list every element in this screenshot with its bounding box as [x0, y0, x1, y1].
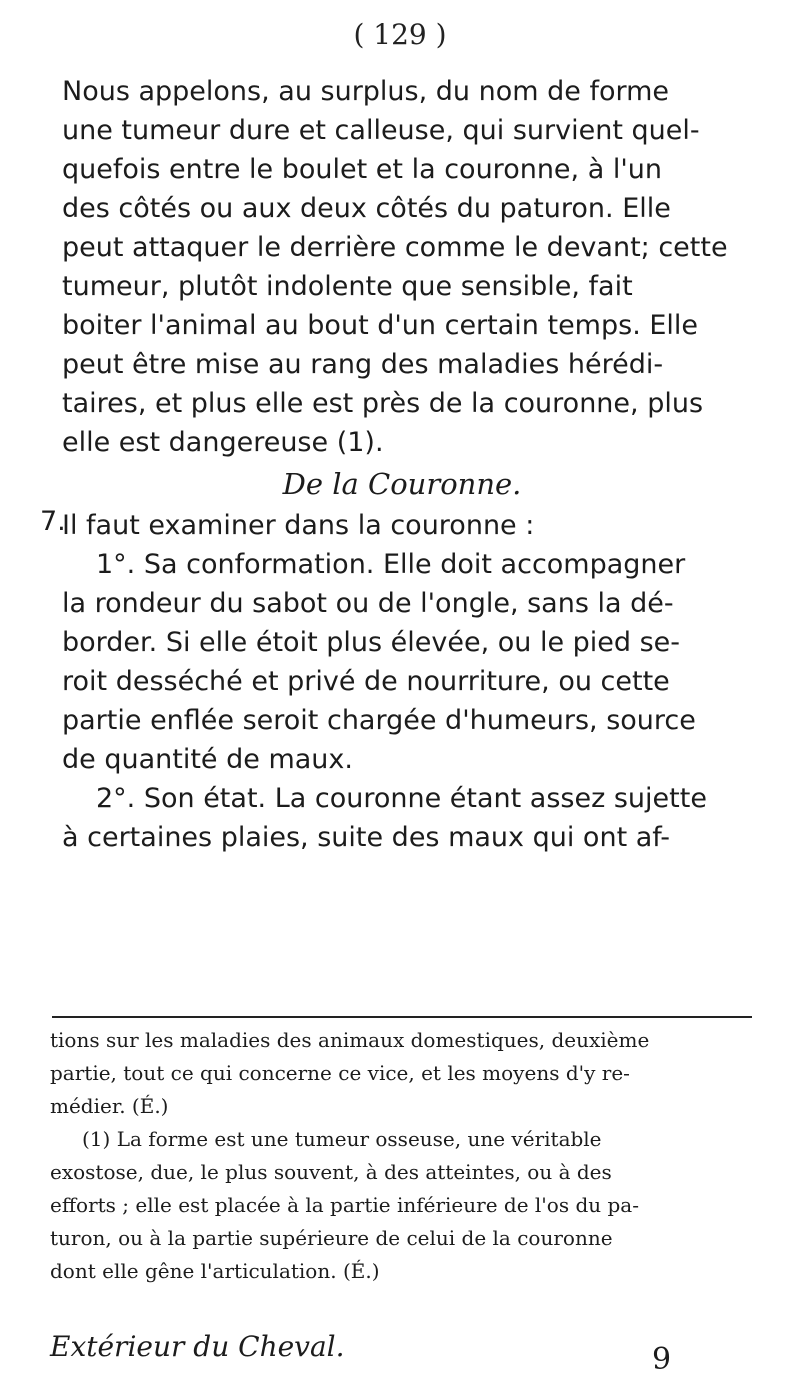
- text-line: la rondeur du sabot ou de l'ongle, sans la dé-: [62, 588, 674, 619]
- section-block: [40, 506, 742, 545]
- page-number: ( 129 ): [353, 18, 447, 51]
- footnote-line: (1) La forme est une tumeur osseuse, une véritable: [82, 1127, 602, 1151]
- text-line: elle est dangereuse (1).: [62, 427, 384, 458]
- section-number: 7.: [40, 506, 66, 537]
- text-line: de quantité de maux.: [62, 744, 353, 775]
- text-line: peut être mise au rang des maladies hérédi-: [62, 349, 664, 380]
- text-line: 1°. Sa conformation. Elle doit accompagner: [96, 549, 686, 580]
- main-text: [40, 72, 742, 857]
- footnote-line: turon, ou à la partie supérieure de celui de la couronne: [50, 1226, 613, 1250]
- footnote-line: exostose, due, le plus souvent, à des atteintes, ou à des: [50, 1160, 612, 1184]
- text-line: tumeur, plutôt indolente que sensible, fait: [62, 271, 633, 302]
- text-line: quefois entre le boulet et la couronne, à l'un: [62, 154, 662, 185]
- footnote-line: partie, tout ce qui concerne ce vice, et les moyens d'y re-: [50, 1061, 630, 1085]
- text-line: 2°. Son état. La couronne étant assez sujette: [96, 783, 707, 814]
- text-line: boiter l'animal au bout d'un certain temps. Elle: [62, 310, 699, 341]
- text-line: taires, et plus elle est près de la couronne, plus: [62, 388, 704, 419]
- footnote-divider: [52, 1016, 752, 1018]
- text-line: partie enflée seroit chargée d'humeurs, source: [62, 705, 696, 736]
- text-line: roit desséché et privé de nourriture, ou cette: [62, 666, 670, 697]
- text-line: border. Si elle étoit plus élevée, ou le pied se-: [62, 627, 681, 658]
- signature-mark: Extérieur du Cheval.: [50, 1330, 345, 1363]
- text-line: Il faut examiner dans la couronne :: [62, 510, 535, 541]
- signature-number: 9: [652, 1342, 672, 1377]
- text-line: des côtés ou aux deux côtés du paturon. Elle: [62, 193, 671, 224]
- section-heading: De la Couronne.: [282, 467, 522, 501]
- text-line: une tumeur dure et calleuse, qui survient quel-: [62, 115, 700, 146]
- text-line: peut attaquer le derrière comme le devant; cette: [62, 232, 728, 263]
- footnote-line: tions sur les maladies des animaux domestiques, deuxième: [50, 1028, 650, 1052]
- text-line: Nous appelons, au surplus, du nom de forme: [62, 76, 670, 107]
- footnotes: [50, 1024, 750, 1288]
- text-line: à certaines plaies, suite des maux qui ont af-: [62, 822, 671, 853]
- page-footer: [50, 1330, 750, 1378]
- footnote-line: médier. (É.): [50, 1094, 169, 1118]
- footnote-line: dont elle gêne l'articulation. (É.): [50, 1259, 380, 1283]
- footnote-line: efforts ; elle est placée à la partie inférieure de l'os du pa-: [50, 1193, 639, 1217]
